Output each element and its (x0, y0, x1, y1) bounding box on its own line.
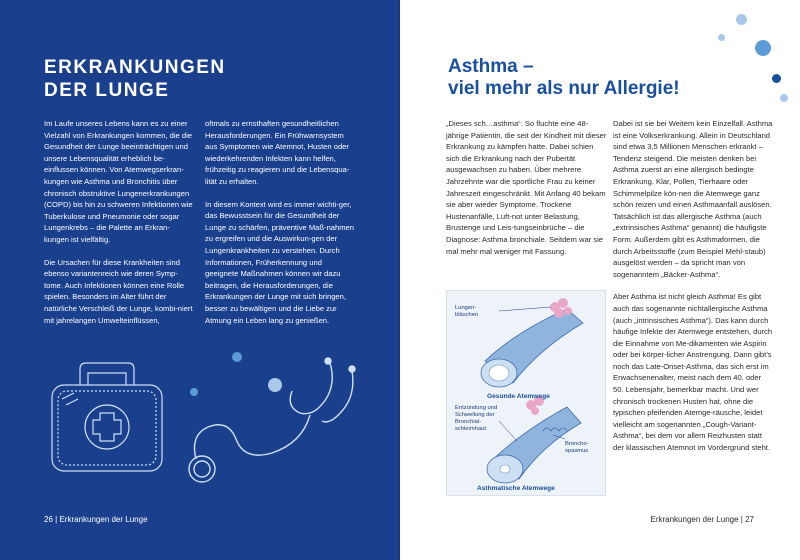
decorative-dot (772, 74, 781, 83)
stethoscope-icon (189, 358, 355, 482)
left-footer: 26 | Erkrankungen der Lunge (44, 515, 148, 524)
airway-figure (446, 290, 606, 496)
paragraph: oftmals zu ernsthaften gesundheitlichen Herausforderungen. Ein Frühwarnsystem aus Symptomen wie Atemnot, Husten oder wiederkehrenden Infekten kann helfen, frühzeitig zu reagieren und die Lebensqua-lität zu erhalten. (205, 119, 350, 186)
right-text-column-1 (446, 118, 608, 268)
right-page-title: Asthma – viel mehr als nur Allergie! (448, 56, 680, 99)
left-text-column-2 (205, 118, 355, 337)
paragraph: Dabei ist sie bei Weitem kein Einzelfall. Asthma ist eine Volkserkrankung. Allein in Deutschland sind etwa 3,5 Millionen Menschen erkrankt – Tendenz steigend. Die meisten denken bei Asthma zuerst an eine allergisch bedingte Erkrankung. Klar, Pollen, Tierhaare oder Schimmelpilze kön-nen die Atemwege ganz schön reizen und einen Asthmaanfall auslösen. Tatsächlich ist das allergische Asthma (auch „extrinsisches Asthma“ genannt) die häufigste Form. Außerdem gibt es Asthmaformen, die durch Arbeitsstoffe (zum Beispiel Mehl-staub) ausgelöst werden – da spricht man von sogenanntem „Bäcker-Asthma“. (613, 119, 773, 279)
paragraph: Aber Asthma ist nicht gleich Asthma! Es gibt auch das sogenannte nichtallergische Asthma (auch „intrinsisches Asthma“). Das kann durch häufige Infekte der Atemwege entstehen, durch die Einnahme von Me-dikamenten wie Aspirin oder bei körper-licher Anstrengung. Dann gibt’s noch das Late-Onset-Asthma, das sich erst im Erwachsenenalter, meist nach dem 40. oder 50. Lebensjahr, bemerkbar macht. Und wer chronisch trockenen Husten hat, ohne die typischen pfeifenden Atemge-räusche, leidet vielleicht am sogenannten „Cough-Variant-Asthma“, bei dem vor allem Reizhusten statt der klassischen Atemnot im Vordergrund steht. (613, 292, 773, 453)
decorative-dot (736, 14, 747, 25)
caption-healthy-airways: Gesunde Atemwege (487, 393, 550, 400)
label-bronchospasm: Broncho-spasmus (565, 441, 589, 454)
medical-illustration (40, 335, 380, 505)
left-page-title: ERKRANKUNGEN DER LUNGE (44, 57, 226, 101)
page-number: 27 (745, 515, 754, 524)
decorative-dot (718, 34, 725, 41)
decorative-dot (780, 94, 788, 102)
page-number: 26 (44, 515, 53, 524)
right-text-column-2 (613, 118, 773, 465)
left-text-column-1 (44, 118, 194, 337)
running-title: Erkrankungen der Lunge (650, 515, 739, 524)
label-inflammation: Entzündung und Schwellung der Bronchial-schleimhaut (455, 405, 498, 432)
paragraph: Im Laufe unseres Lebens kann es zu einer Vielzahl von Erkrankungen kommen, die die Gesundheit der Lunge beeinträchtigen und unsere Lebensqualität erheblich be-einflussen können. Von Atemwegserkran-kungen wie Asthma und Bronchitis über chronisch obstruktive Lungenerkrankungen (COPD) bis hin zu schweren Infektionen wie Tuberkulose und Pneumonie oder sogar Lungenkrebs – die Palette an Erkran-kungen ist vielfältig. (44, 119, 193, 244)
running-title: Erkrankungen der Lunge (59, 515, 148, 524)
decorative-dot (755, 40, 771, 56)
paragraph: Die Ursachen für diese Krankheiten sind ebenso variantenreich wie deren Symp-tome. Auch Infektionen können eine Rolle spielen. Besonders im Alter führt der natürliche Verschleiß der Lunge, kombi-niert mit jahrelangen Umwelteinflüssen, (44, 257, 193, 325)
right-footer: Erkrankungen der Lunge | 27 (650, 515, 754, 524)
paragraph: „Dieses sch…asthma“. So fluchte eine 48-jährige Patientin, die seit der Kindheit mit dieser Erkrankung zu kämpfen hatte. Dabei schien sich die Erkrankung nach der Pubertät ausgewachsen zu haben. Über mehrere Jahrzehnte war die sportliche Frau zu keiner Jahreszeit eingeschränkt. Mit Anfang 40 bekam sie aber wieder Symptome. Trockene Hustenanfälle, Luft-not unter Belastung, Brustenge und Leis-tungseinbrüche – die Diagnose: Asthma bronchiale. Seitdem war sie mal mehr mal weniger mit Fassung. (446, 119, 607, 256)
caption-asthmatic-airways: Asthmatische Atemwege (477, 485, 555, 492)
right-page (400, 0, 800, 560)
label-alveoli: Lungen-bläschen (455, 305, 479, 318)
first-aid-kit-icon (52, 363, 162, 471)
healthy-airway-icon (481, 298, 583, 387)
paragraph: In diesem Kontext wird es immer wichti-ger, das Bewusstsein für die Gesundheit der Lunge zu schärfen, präventive Maß-nahmen zu ergreifen und die Auswirkun-gen der Lungenkrankheiten zu verstehen. Durch Informationen, Früherkennung und geeignete Maßnahmen können wir dazu beitragen, die Herausforderungen, die Erkrankungen der Lunge mit sich bringen, besser zu bewältigen und die Liebe zur Atmung ein Leben lang zu genießen. (205, 199, 355, 325)
